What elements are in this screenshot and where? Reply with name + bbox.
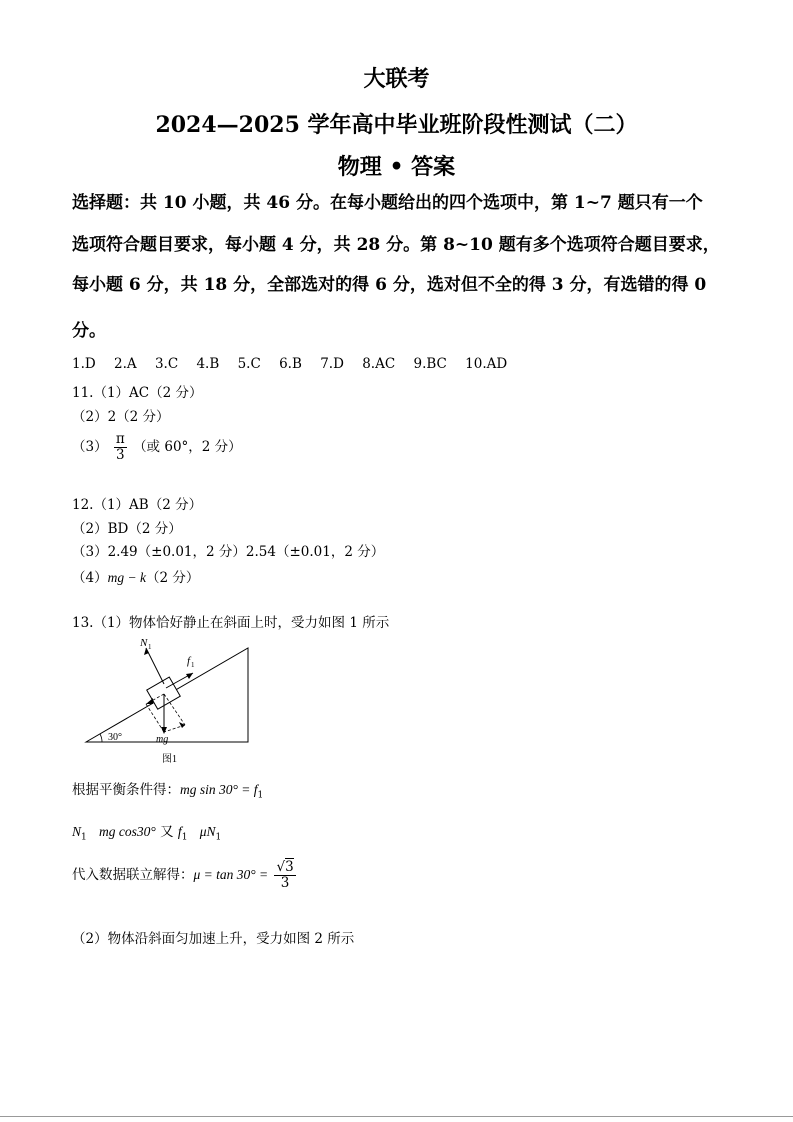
q11-part3: （3） $\frac{\pi}{3}$ （或 60°，2 分） [72, 431, 242, 463]
pi-over-3-fraction: $\frac{\pi}{3}$ [115, 431, 125, 463]
normal-force-arrow [146, 648, 164, 684]
incline-force-diagram [80, 638, 255, 768]
mc-answer: 1.D [72, 356, 96, 372]
q13-equation-2: $N_1$ mg cos30° 又 $f_1$ $\mu N_1$ [72, 824, 222, 843]
q13-intro: 13.（1）物体恰好静止在斜面上时，受力如图 1 所示 [72, 615, 390, 631]
mc-answer: 6.B [279, 356, 302, 372]
q11-part2: （2）2（2 分） [72, 409, 170, 425]
label-mg: mg [156, 734, 169, 745]
par-component-arrowhead [146, 698, 153, 704]
q11-part1: 11.（1）AC（2 分） [72, 385, 203, 401]
mc-answer: 8.AC [362, 356, 396, 372]
figure-caption: 图1 [162, 754, 177, 765]
label-angle: 30° [108, 732, 122, 743]
q12-part2: （2）BD（2 分） [72, 521, 182, 537]
mc-answer-row [72, 356, 521, 372]
q13-equation-3: 代入数据联立解得：μ = tan 30° = $\frac{√3}{3}$ [72, 859, 294, 891]
label-N-sub: 1 [148, 643, 152, 651]
instruction-line-4: 分。 [72, 321, 106, 341]
mc-answer: 2.A [114, 356, 137, 372]
q12-expression: mg − k [107, 570, 146, 585]
q12-part1: 12.（1）AB（2 分） [72, 497, 203, 513]
gravity-arrowhead [161, 727, 167, 734]
subject-title: 物理 • 答案 [337, 154, 456, 180]
q13-part2: （2）物体沿斜面匀加速上升，受力如图 2 所示 [72, 931, 355, 947]
instruction-line-2: 选项符合题目要求，每小题 4 分，共 28 分。第 8~10 题有多个选项符合题目要求， [72, 235, 720, 255]
mc-answer: 3.C [154, 356, 179, 372]
mc-answer: 4.B [196, 356, 220, 372]
instruction-line-1: 选择题：共 10 小题，共 46 分。在每小题给出的四个选项中，第 1~7 题只有一个 [72, 193, 703, 213]
q13-equation-1: 根据平衡条件得：mg $\sin 30^\circ = f_1$ [72, 782, 264, 801]
label-f: f [187, 655, 191, 667]
sqrt3-over-3-fraction: $\frac{√3}{3}$ [276, 859, 294, 891]
mc-answer: 9.BC [413, 356, 447, 372]
exam-brand: 大联考 [363, 66, 430, 92]
mc-answer: 7.D [320, 356, 344, 372]
component-line [146, 704, 164, 732]
q12-part3: （3）2.49（±0.01，2 分）2.54（±0.01，2 分） [72, 544, 385, 560]
exam-title: 2024—2025 学年高中毕业班阶段性测试（二） [155, 112, 638, 138]
instruction-line-3: 每小题 6 分，共 18 分，全部选对的得 6 分，选对但不全的得 3 分，有选错的得 0 [72, 275, 707, 295]
label-f-sub: 1 [191, 661, 195, 669]
q12-part4: （4）mg − k（2 分） [72, 570, 200, 586]
page-bottom-rule [0, 1116, 793, 1117]
mc-answer: 10.AD [465, 356, 508, 372]
angle-arc [100, 734, 102, 742]
label-N: N [140, 638, 148, 649]
mc-answer: 5.C [237, 356, 261, 372]
